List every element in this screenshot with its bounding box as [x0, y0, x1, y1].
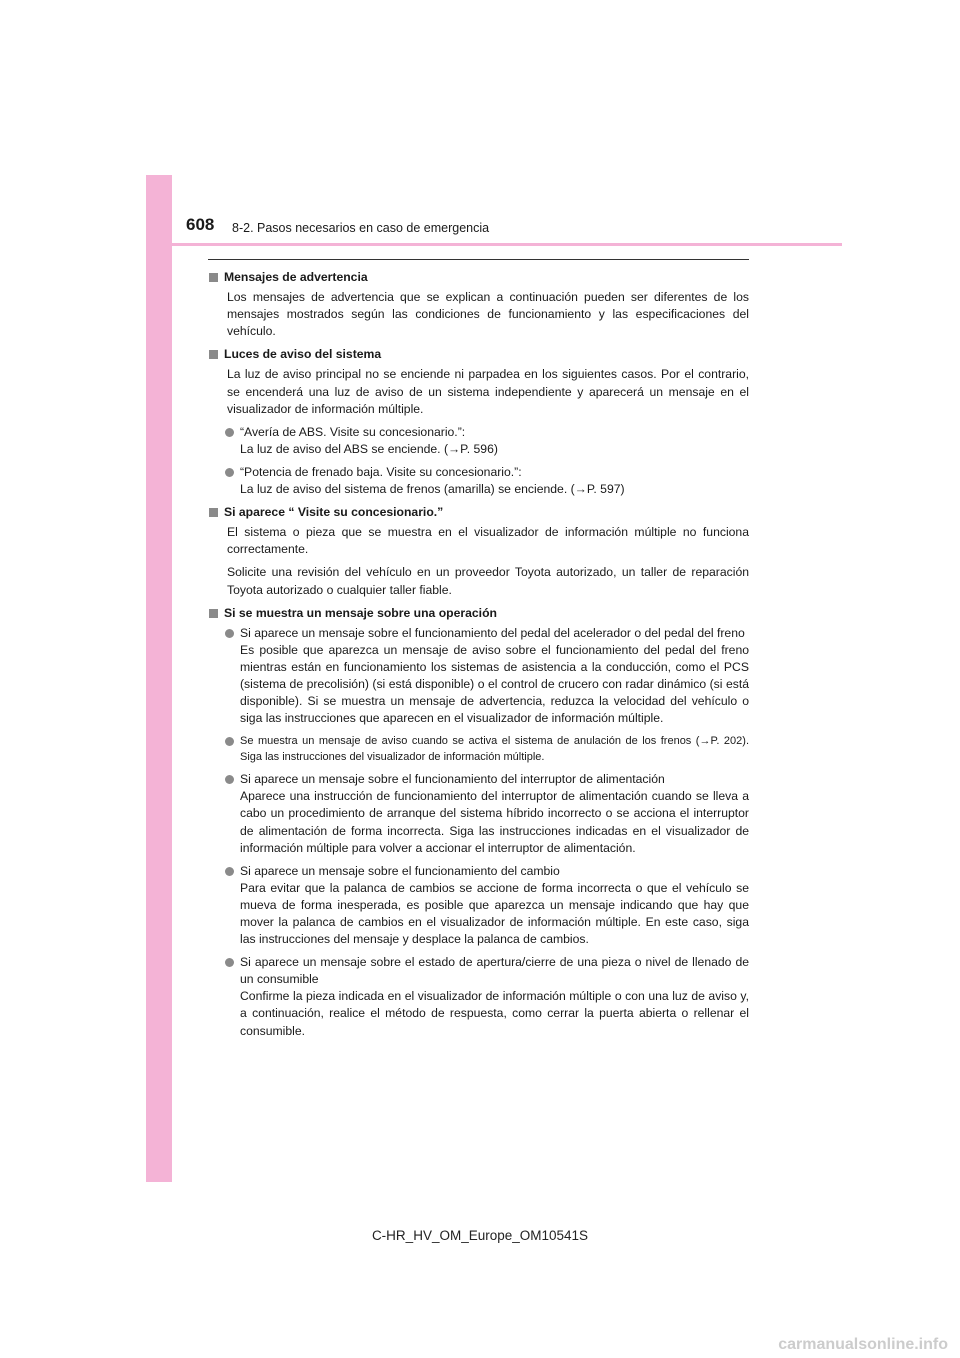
- bullet-line: Si aparece un mensaje sobre el funcionamiento del pedal del acelerador o del pedal del freno: [240, 625, 745, 640]
- circle-bullet-icon: [225, 428, 234, 437]
- list-item: [225, 863, 749, 948]
- section-title: 8-2. Pasos necesarios en caso de emergencia: [232, 221, 490, 235]
- paragraph: Los mensajes de advertencia que se explican a continuación pueden ser diferentes de los mensajes mostrados según las condiciones de funcionamiento y las especificaciones del vehículo.: [227, 290, 749, 339]
- section-heading-text: Luces de aviso del sistema: [224, 347, 382, 362]
- document-id-footer: C-HR_HV_OM_Europe_OM10541S: [371, 1228, 589, 1243]
- square-bullet-icon: [209, 350, 218, 359]
- bullet-line: Para evitar que la palanca de cambios se accione de forma incorrecta o que el vehículo se mueva de forma inesperada, es posible que aparezca un mensaje indicando que hay que mover la palanca de cambios en el visualizador de información múltiple. En este caso, siga las instrucciones del mensaje y desplace la palanca de cambios.: [240, 880, 749, 947]
- section-heading: [209, 605, 749, 622]
- section-heading: [209, 346, 749, 363]
- section-heading-text: Si aparece “ Visite su concesionario.”: [224, 505, 444, 520]
- section-visit-dealer: [209, 504, 749, 598]
- list-item: [225, 954, 749, 1039]
- content-top-rule: [208, 259, 749, 260]
- paragraph: La luz de aviso principal no se enciende ni parpadea en los siguientes casos. Por el contrario, se encenderá una luz de aviso de un sistema independiente y aparecerá un mensaje en el visualizador de información múltiple.: [227, 367, 749, 416]
- bullet-line: La luz de aviso del sistema de frenos (amarilla) se enciende. (→P. 597): [240, 482, 625, 497]
- section-heading: [209, 504, 749, 521]
- list-item: [225, 733, 749, 765]
- circle-bullet-icon: [225, 737, 234, 746]
- section-system-warning-lights: [209, 346, 749, 498]
- square-bullet-icon: [209, 609, 218, 618]
- watermark: carmanualsonline.info: [778, 1336, 948, 1353]
- circle-bullet-icon: [225, 958, 234, 967]
- bullet-line: La luz de aviso del ABS se enciende. (→P. 596): [240, 441, 498, 456]
- section-heading-text: Mensajes de advertencia: [224, 270, 368, 284]
- section-heading: [209, 269, 749, 286]
- square-bullet-icon: [209, 508, 218, 517]
- circle-bullet-icon: [225, 867, 234, 876]
- circle-bullet-icon: [225, 775, 234, 784]
- bullet-line: Aparece una instrucción de funcionamiento del interruptor de alimentación cuando se lleva a cabo un procedimiento de arranque del sistema híbrido incorrecto o se acciona el interruptor de alimentación de forma incorrecta. Siga las instrucciones indicadas en el visualizador de información múltiple para volver a accionar el interruptor de alimentación.: [240, 789, 749, 855]
- bullet-line: Se muestra un mensaje de aviso cuando se activa el sistema de anulación de los frenos (→P. 202). Siga las instrucciones del visualizador de información múltiple.: [240, 735, 749, 764]
- bullet-line: “Potencia de frenado baja. Visite su concesionario.”:: [240, 464, 522, 479]
- circle-bullet-icon: [225, 468, 234, 477]
- page-number: 608: [186, 215, 215, 234]
- bullet-line: Si aparece un mensaje sobre el funcionamiento del interruptor de alimentación: [240, 772, 665, 787]
- bullet-line: Si aparece un mensaje sobre el estado de apertura/cierre de una pieza o nivel de llenado de un consumible: [240, 955, 749, 987]
- circle-bullet-icon: [225, 629, 234, 638]
- side-color-band: [146, 175, 172, 1182]
- square-bullet-icon: [209, 273, 218, 282]
- bullet-line: “Avería de ABS. Visite su concesionario.”:: [240, 424, 466, 439]
- header-rule: [172, 243, 842, 246]
- paragraph: Solicite una revisión del vehículo en un proveedor Toyota autorizado, un taller de reparación Toyota autorizado o cualquier taller fiable.: [227, 565, 749, 597]
- section-operation-message: [209, 605, 749, 1040]
- bullet-line: Si aparece un mensaje sobre el funcionamiento del cambio: [240, 863, 560, 878]
- list-item: [225, 424, 749, 458]
- list-item: [225, 771, 749, 856]
- list-item: [225, 464, 749, 498]
- paragraph: El sistema o pieza que se muestra en el visualizador de información múltiple no funciona correctamente.: [227, 525, 749, 557]
- bullet-line: Confirme la pieza indicada en el visualizador de información múltiple o con una luz de aviso y, a continuación, realice el método de respuesta, como cerrar la puerta abierta o rellenar el consumible.: [240, 989, 749, 1038]
- section-warning-messages: [209, 269, 749, 340]
- list-item: [225, 625, 749, 728]
- section-heading-text: Si se muestra un mensaje sobre una operación: [224, 605, 497, 620]
- page-content: [209, 267, 749, 1046]
- bullet-line: Es posible que aparezca un mensaje de aviso sobre el funcionamiento del pedal del freno mientras están en funcionamiento los sistemas de asistencia a la conducción, como el PCS (sistema de precolisión) (si está disponible) o el control de crucero con radar dinámico (si está disponible). Si se muestra un mensaje de advertencia, reduzca la velocidad del vehículo o siga las instrucciones que aparecen en el visualizador de información múltiple.: [240, 642, 749, 726]
